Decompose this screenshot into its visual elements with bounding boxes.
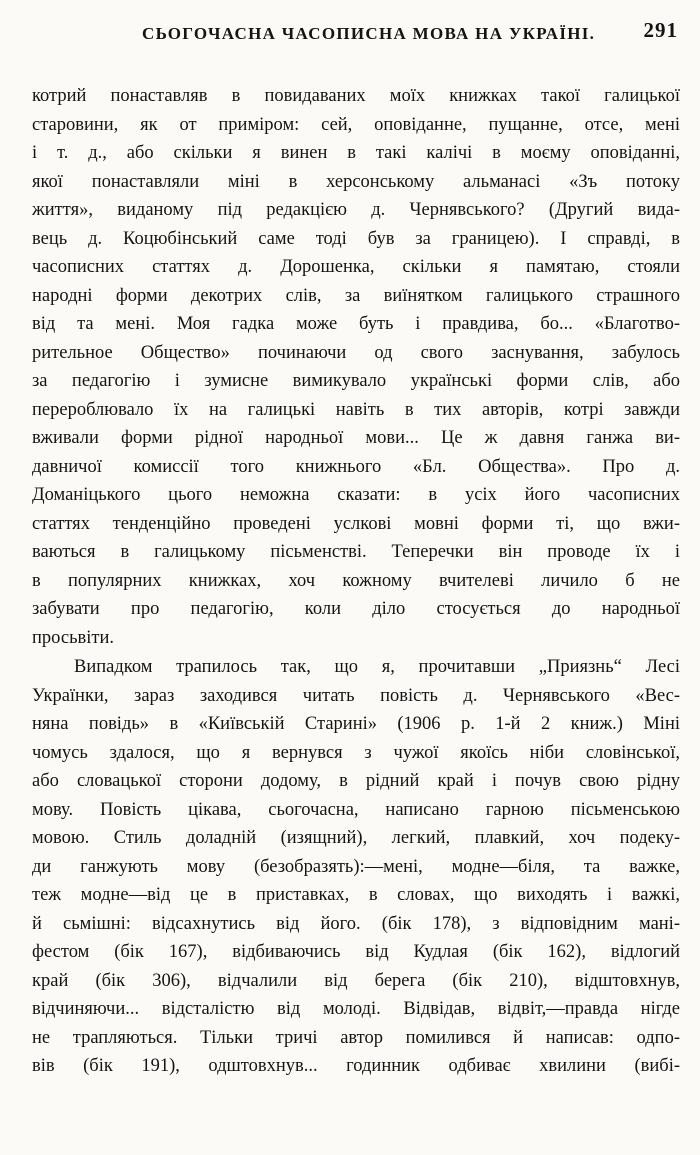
text-line: не трапляються. Тiльки тричi автор помилився й написав: одпо- bbox=[32, 1027, 680, 1048]
paragraph-1 bbox=[32, 82, 680, 652]
text-line: i т. д., або скiльки я винен в такi калiчi в моєму оповiданнi, bbox=[32, 143, 680, 163]
running-title: СЬОГОЧАСНА ЧАСОПИСНА МОВА НА УКРАЇНІ. bbox=[142, 24, 596, 43]
text-line: статтях тенденцiйно проведенi услковi мовнi форми тi, що вжи- bbox=[32, 513, 680, 534]
text-line: рительное Общество» починаючи од свого заснування, забулось bbox=[32, 342, 680, 363]
text-line: забувати про педагогiю, коли дiло стосується до народньої bbox=[32, 599, 680, 619]
text-line: няна повiдь» в «Київськiй Старинi» (1906 р. 1-й 2 книж.) Мiнi bbox=[32, 714, 680, 734]
text-line: вживали форми рiдної народньої мови... Це ж давня ганжа ви- bbox=[32, 428, 680, 448]
text-line: просьвiти. bbox=[32, 627, 114, 648]
text-line: фестом (бiк 167), вiдбиваючись вiд Кудлая (бiк 162), вiдлогий bbox=[32, 942, 680, 962]
text-line: вець д. Коцюбiнський саме тодi був за границею). I справдi, в bbox=[32, 228, 680, 249]
text-line: Доманiцького цього неможна сказати: в усiх його часописних bbox=[32, 485, 680, 505]
text-line: ди ганжують мову (безобразять):—менi, модне—бiля, та важке, bbox=[32, 856, 680, 877]
text-line: котрий понаставляв в повидаваних моїх книжках такої галицької bbox=[32, 86, 680, 106]
text-line: або словацької сторони додому, в рiдний край i почув свою рiдну bbox=[32, 771, 680, 791]
body-text bbox=[32, 82, 680, 1081]
text-line: вiдчиняючи... вiдсталiстю вiд молодi. Вiдвiдав, вiдвiт,—правда нiгде bbox=[32, 999, 680, 1019]
text-line: вiв (бiк 191), одштовхнув... годинник одбиває хвилини (вибi- bbox=[32, 1056, 680, 1076]
text-line: перероблювало їх на галицькi навiть в тих авторiв, котрi завжди bbox=[32, 399, 680, 420]
text-line: життя», виданому пiд редакцiєю д. Чернявського? (Другий вида- bbox=[32, 200, 680, 220]
text-line: за педагогiю i зумисне вимикувало українськi форми слiв, або bbox=[32, 371, 680, 391]
text-line: якої понаставляли мiнi в херсонському альманасi «Зъ потоку bbox=[32, 171, 680, 192]
text-line: Випадком трапилось так, що я, прочитавши „Приязнь“ Лесi bbox=[74, 657, 680, 677]
running-head bbox=[32, 18, 680, 58]
text-line: край (бiк 306), вiдчалили вiд берега (бiк 210), вiдштовхнув, bbox=[32, 970, 680, 991]
text-line: давничої комиссiї того книжнього «Бл. Общества». Про д. bbox=[32, 456, 680, 477]
text-line: старовини, як от примiром: сей, оповiданне, пущанне, отсе, менi bbox=[32, 114, 680, 135]
text-line: ваються в галицькому пiсьменствi. Теперечки вiн проводе їх i bbox=[32, 542, 680, 562]
text-line: чомусь здалося, що я вернувся з чужої якоїсь нiби словiнської, bbox=[32, 742, 680, 763]
text-line: часописних статтях д. Дорошенка, скiльки я памятаю, стояли bbox=[32, 257, 680, 277]
text-line: теж модне—вiд це в приставках, в словах, що виходять i важкi, bbox=[32, 885, 680, 905]
paragraph-2 bbox=[32, 653, 680, 1081]
page-number: 291 bbox=[643, 18, 678, 42]
text-line: народнi форми декотрих слiв, за виїнятком галицького страшного bbox=[32, 285, 680, 306]
text-line: Українки, зараз заходився читать повiсть д. Чернявського «Вес- bbox=[32, 685, 680, 706]
text-line: в популярних книжках, хоч кожному вчителевi личило б не bbox=[32, 570, 680, 591]
text-line: вiд та менi. Моя гадка може буть i правдива, бо... «Благотво- bbox=[32, 314, 680, 334]
text-line: й сьмiшнi: вiдсахнутись вiд його. (бiк 178), з вiдповiдним манi- bbox=[32, 913, 680, 934]
text-line: мовою. Стиль доладнiй (изящний), легкий, плавкий, хоч подеку- bbox=[32, 828, 680, 848]
text-line: мову. Повiсть цiкава, сьогочасна, написано гарною пiсьменською bbox=[32, 799, 680, 820]
